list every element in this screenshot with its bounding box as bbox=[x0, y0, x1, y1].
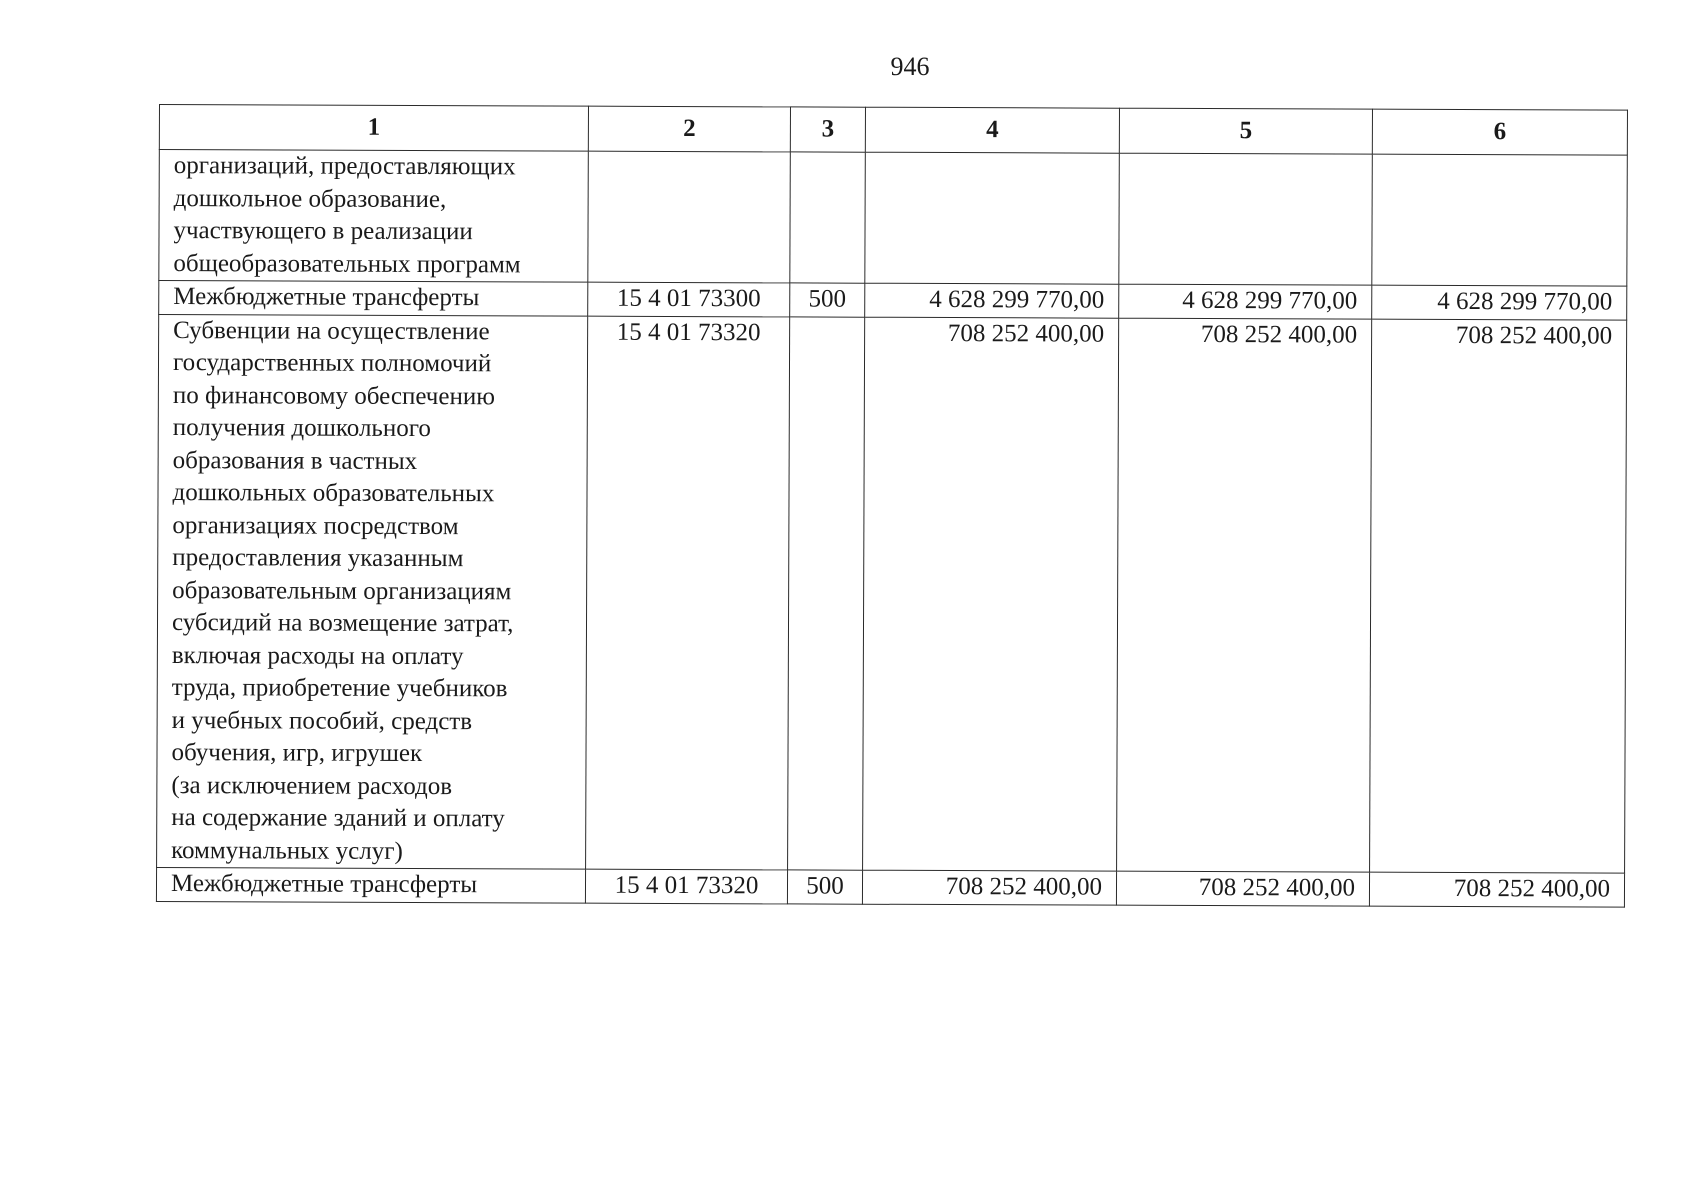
row-amount-6: 4 628 299 770,00 bbox=[1372, 285, 1627, 319]
table-header-row bbox=[159, 105, 1627, 156]
row-amount-6: 708 252 400,00 bbox=[1370, 319, 1627, 873]
budget-table bbox=[156, 104, 1628, 907]
row-code: 15 4 01 73320 bbox=[585, 869, 787, 903]
header-col-3: 3 bbox=[790, 107, 865, 152]
header-col-2: 2 bbox=[588, 106, 790, 152]
row-name: организаций, предоставляющих дошкольное образование, участвующего в реализации общеобразовательных программ bbox=[173, 152, 521, 278]
header-col-6: 6 bbox=[1372, 109, 1627, 155]
row-name-cell bbox=[157, 314, 588, 869]
row-code bbox=[588, 151, 791, 283]
row-type bbox=[790, 152, 866, 283]
table-row bbox=[159, 281, 1627, 320]
row-name: Межбюджетные трансферты bbox=[170, 870, 478, 899]
row-name: Субвенции на осуществление государственных полномочий по финансовому обеспечению получения дошкольного образования в частных дошкольных образовательных организациях посредством предоставления указанным образовательным организациям субсидий на возмещение затрат, включая расходы на оплату труда, приобретение учебников и учебных пособий, средств обучения, игр, игрушек (за исключением расходов на содержание зданий и оплату коммунальных услуг) bbox=[171, 316, 514, 865]
row-name-cell bbox=[159, 281, 588, 316]
header-col-1: 1 bbox=[159, 105, 588, 152]
table-row bbox=[156, 867, 1624, 906]
row-amount-6: 708 252 400,00 bbox=[1369, 872, 1624, 906]
row-amount-4 bbox=[865, 152, 1120, 284]
row-amount-4: 4 628 299 770,00 bbox=[865, 283, 1119, 317]
row-amount-4: 708 252 400,00 bbox=[863, 317, 1119, 871]
row-type bbox=[788, 316, 865, 870]
row-amount-5: 4 628 299 770,00 bbox=[1119, 284, 1372, 318]
row-name-cell bbox=[159, 150, 588, 283]
row-amount-5 bbox=[1119, 153, 1373, 285]
row-amount-6 bbox=[1372, 154, 1628, 286]
row-amount-5: 708 252 400,00 bbox=[1117, 318, 1372, 872]
table-row bbox=[157, 314, 1627, 873]
table-row bbox=[159, 150, 1627, 287]
header-col-5: 5 bbox=[1119, 108, 1372, 154]
header-col-4: 4 bbox=[865, 107, 1119, 153]
row-name: Межбюджетные трансферты bbox=[173, 283, 480, 312]
row-code: 15 4 01 73300 bbox=[588, 282, 790, 316]
row-type: 500 bbox=[790, 283, 865, 317]
row-type: 500 bbox=[787, 870, 862, 904]
row-code: 15 4 01 73320 bbox=[586, 316, 790, 870]
row-amount-5: 708 252 400,00 bbox=[1116, 871, 1369, 905]
row-name-cell bbox=[156, 867, 585, 902]
row-amount-4: 708 252 400,00 bbox=[862, 870, 1116, 904]
page-number: 946 bbox=[890, 52, 930, 81]
